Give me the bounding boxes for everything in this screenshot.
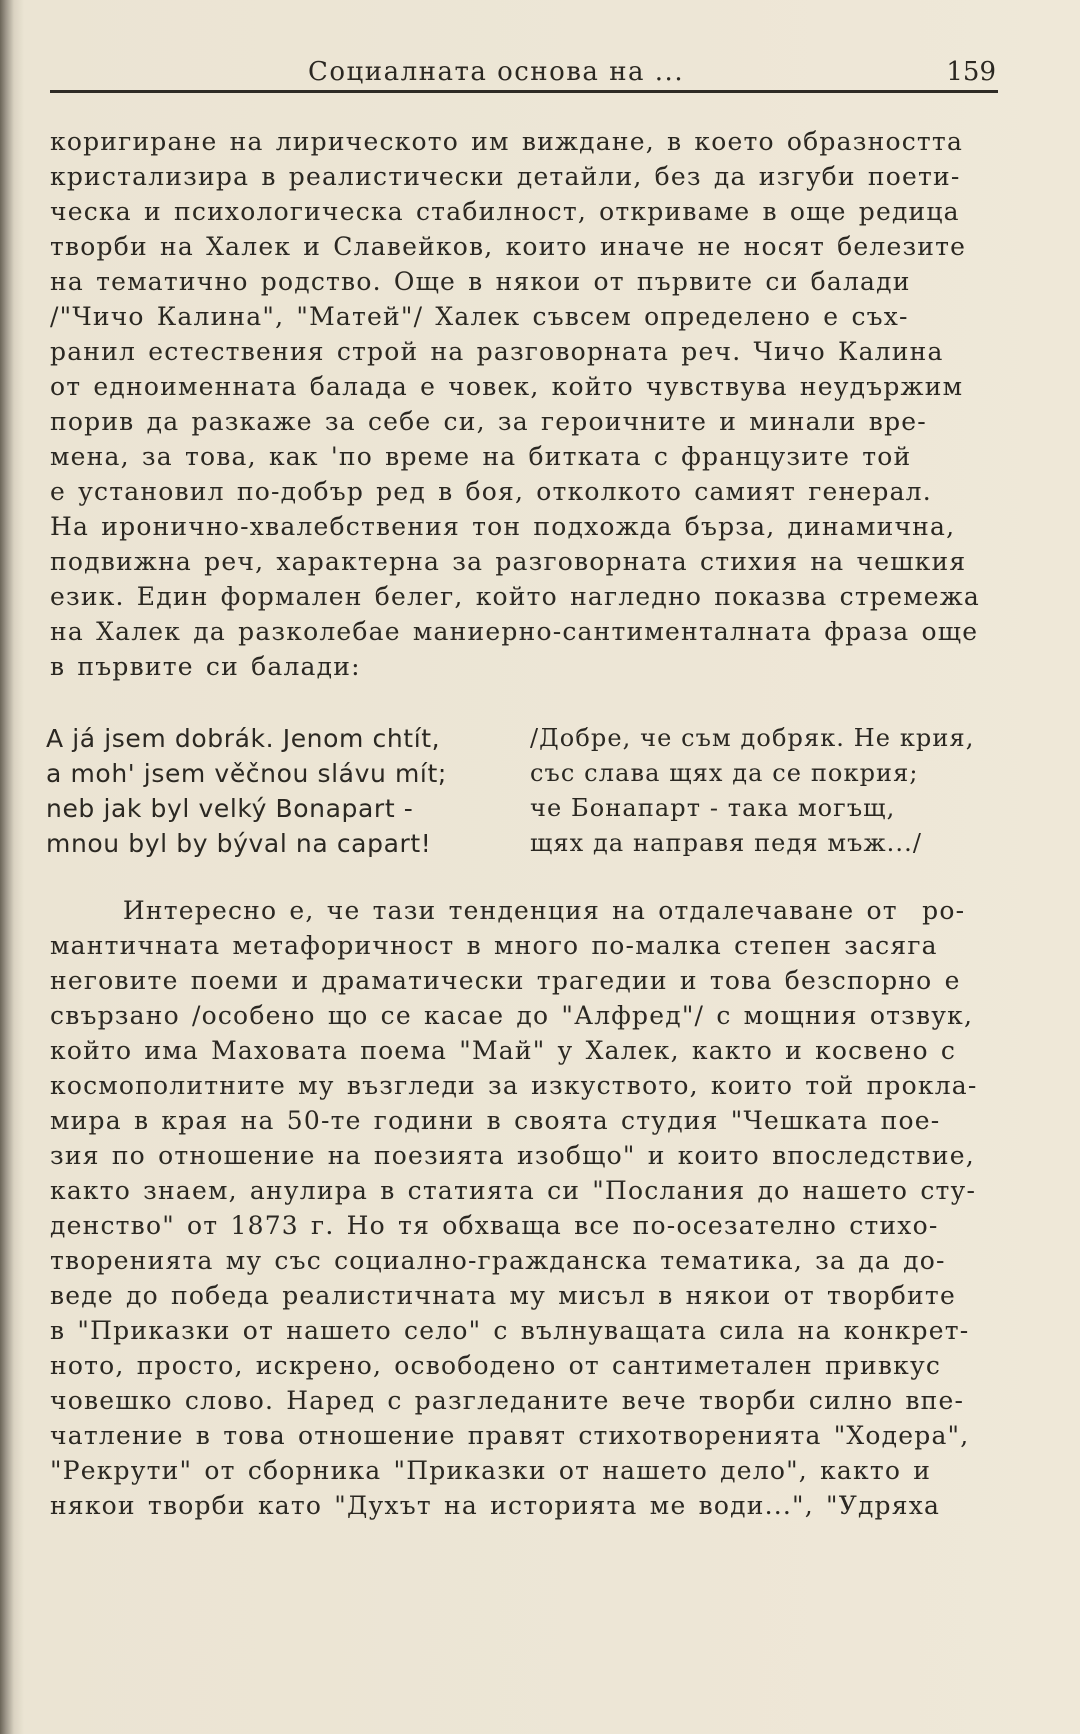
paragraph-2	[50, 893, 1002, 1523]
verse-line: A já jsem dobrák. Jenom chtít,	[46, 724, 441, 753]
text-line: кристализира в реалистически детайли, без да изгуби поети-	[50, 162, 961, 191]
running-title: Социалната основа на ...	[308, 57, 685, 87]
text-line: На иронично-хвалебствения тон подхожда бърза, динамична,	[50, 512, 956, 541]
verse-line: /Добре, че съм добряк. Не крия,	[530, 724, 975, 752]
text-line: език. Един формален белег, който нагледно показва стремежа	[50, 582, 981, 611]
text-line: неговите поеми и драматически трагедии и това безспорно е	[50, 966, 961, 995]
text-line: в първите си балади:	[50, 652, 361, 681]
text-line: който има Маховата поема "Май" у Халек, както и косвено с	[50, 1036, 957, 1065]
text-line: денство" от 1873 г. Но тя обхваща все по-осезателно стихо-	[50, 1211, 939, 1240]
text-line: свързано /особено що се касае до "Алфред"/ с мощния отзвук,	[50, 1001, 974, 1030]
text-line: зия по отношение на поезията изобщо" и които впоследствие,	[50, 1141, 975, 1170]
text-line: ческа и психологическа стабилност, откриваме в още редица	[50, 197, 960, 226]
text-line: е установил по-добър ред в боя, отколкото самият генерал.	[50, 477, 932, 506]
verse-czech	[46, 721, 526, 861]
paragraph-1	[50, 124, 1002, 684]
text-line: на тематично родство. Още в някои от първите си балади	[50, 267, 911, 296]
text-line: ранил естествения строй на разговорната реч. Чичо Калина	[50, 337, 944, 366]
text-line: на Халек да разколебае маниерно-сантименталната фраза още	[50, 617, 979, 646]
verse-line: щях да направя педя мъж.../	[530, 829, 923, 857]
text-line: порив да разкаже за себе си, за героичните и минали вре-	[50, 407, 927, 436]
verse-line: mnou byl by býval na capart!	[46, 829, 432, 858]
text-line: в "Приказки от нашето село" с вълнуващата сила на конкрет-	[50, 1316, 970, 1345]
text-line: подвижна реч, характерна за разговорната стихия на чешкия	[50, 547, 967, 576]
verse-line: neb jak byl velký Bonapart -	[46, 794, 414, 823]
text-line: чатление в това отношение правят стихотворенията "Ходера",	[50, 1421, 970, 1450]
text-line: веде до победа реалистичната му мисъл в някои от творбите	[50, 1281, 956, 1310]
text-line: от едноименната балада е човек, който чувствува неудържим	[50, 372, 964, 401]
text-line: мена, за това, как 'по време на битката с французите той	[50, 442, 912, 471]
text-line: Интересно е, че тази тенденция на отдалечаване от ро-	[50, 896, 966, 925]
verse-line: че Бонапарт - така могъщ,	[530, 794, 896, 822]
text-line: творенията му със социално-гражданска тематика, за да до-	[50, 1246, 946, 1275]
text-line: както знаем, анулира в статията си "Послания до нашето сту-	[50, 1176, 977, 1205]
text-line: коригиране на лирическото им виждане, в което образността	[50, 127, 964, 156]
verse-bulgarian	[530, 721, 1075, 861]
text-line: космополитните му възгледи за изкуството, които той прокла-	[50, 1071, 978, 1100]
text-line: мира в края на 50-те години в своята студия "Чешката поe-	[50, 1106, 941, 1135]
text-line: човешко слово. Наред с разгледаните вече творби силно впе-	[50, 1386, 965, 1415]
page-number: 159	[946, 57, 996, 87]
page-header	[50, 54, 998, 93]
text-line: /"Чичо Калина", "Матей"/ Халек съвсем определено е съх-	[50, 302, 909, 331]
text-line: някои творби като "Духът на историята ме води...", "Удряха	[50, 1491, 941, 1520]
text-line: творби на Халек и Славейков, които иначе не носят белезите	[50, 232, 967, 261]
text-line: ното, просто, искрено, освободено от сантиметален привкус	[50, 1351, 942, 1380]
verse-line: a moh' jsem věčnou slávu mít;	[46, 759, 447, 788]
text-line: "Рекрути" от сборника "Приказки от нашето дело", както и	[50, 1456, 932, 1485]
text-line: мантичната метафоричност в много по-малка степен засяга	[50, 931, 938, 960]
verse-line: със слава щях да се покрия;	[530, 759, 919, 787]
